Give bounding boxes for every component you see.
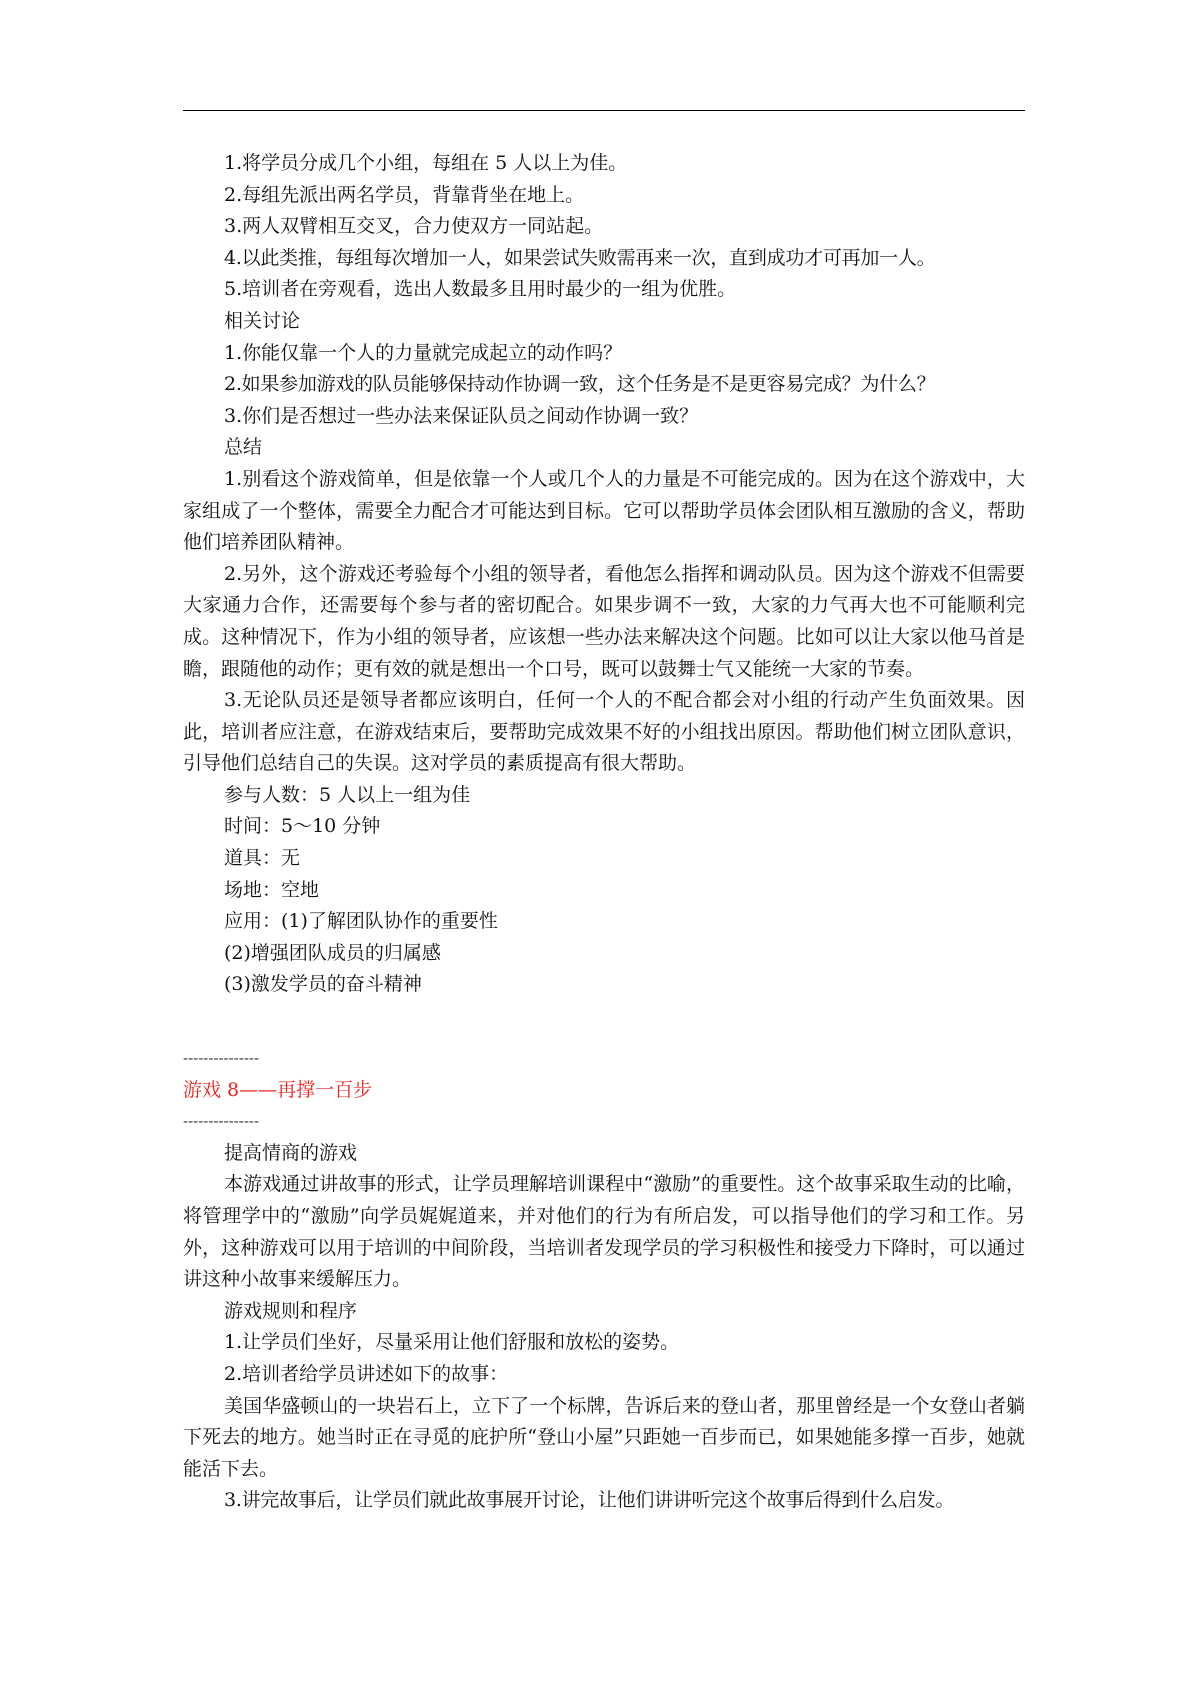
summary-heading: 总结 (224, 436, 263, 459)
application-2: (2)增强团队成员的归属感 (224, 941, 441, 964)
game-intro: 本游戏通过讲故事的形式，让学员理解培训课程中“激励”的重要性。这个故事采取生动的比喻，将管理学中的“激励”向学员娓娓道来，并对他们的行为有所启发，可以指导他们的学习和工作。另外，这种游戏可以用于培训的中间阶段，当培训者发现学员的学习积极性和接受力下降时，可以通过讲这种小故事来缓解压力。 (183, 1173, 1025, 1291)
discussion-heading: 相关讨论 (224, 309, 301, 332)
rule-1: 1.让学员们坐好，尽量采用让他们舒服和放松的姿势。 (224, 1331, 680, 1354)
section-gap (183, 1001, 1025, 1043)
discussion-1: 1.你能仅靠一个人的力量就完成起立的动作吗？ (224, 341, 623, 364)
rule-3: 3.讲完故事后，让学员们就此故事展开讨论，让他们讲讲听完这个故事后得到什么启发。 (224, 1489, 955, 1512)
step-3: 3.两人双臂相互交叉，合力使双方一同站起。 (224, 215, 604, 238)
rules-heading: 游戏规则和程序 (224, 1299, 358, 1322)
step-5: 5.培训者在旁观看，选出人数最多且用时最少的一组为优胜。 (224, 278, 737, 301)
rule-2: 2.培训者给学员讲述如下的故事： (224, 1362, 509, 1385)
separator-top: --------------- (183, 1049, 260, 1068)
discussion-3: 3.你们是否想过一些办法来保证队员之间动作协调一致？ (224, 404, 699, 427)
game-subtitle: 提高情商的游戏 (224, 1141, 358, 1164)
summary-3: 3.无论队员还是领导者都应该明白，任何一个人的不配合都会对小组的行动产生负面效果。因此，培训者应注意，在游戏结束后，要帮助完成效果不好的小组找出原因。帮助他们树立团队意识，引导他们总结自己的失误。这对学员的素质提高有很大帮助。 (183, 689, 1025, 775)
step-1: 1.将学员分成几个小组，每组在 5 人以上为佳。 (224, 152, 628, 174)
game-title: 游戏 8——再撑一百步 (183, 1078, 373, 1101)
step-4: 4.以此类推，每组每次增加一人，如果尝试失败需再来一次，直到成功才可再加一人。 (224, 246, 936, 269)
summary-2: 2.另外，这个游戏还考验每个小组的领导者，看他怎么指挥和调动队员。因为这个游戏不但需要大家通力合作，还需要每个参与者的密切配合。如果步调不一致，大家的力气再大也不可能顺利完成。这种情况下，作为小组的领导者，应该想一些办法来解决这个问题。比如可以让大家以他马首是瞻，跟随他的动作；更有效的就是想出一个口号，既可以鼓舞士气又能统一大家的节奏。 (183, 562, 1025, 680)
separator-bottom: --------------- (183, 1112, 260, 1131)
props: 道具：无 (224, 847, 301, 870)
header-rule (183, 110, 1025, 111)
discussion-2: 2.如果参加游戏的队员能够保持动作协调一致，这个任务是不是更容易完成？为什么？ (224, 373, 936, 396)
participants: 参与人数：5 人以上一组为佳 (224, 783, 471, 806)
step-2: 2.每组先派出两名学员，背靠背坐在地上。 (224, 183, 585, 206)
story: 美国华盛顿山的一块岩石上，立下了一个标牌，告诉后来的登山者，那里曾经是一个女登山者躺下死去的地方。她当时正在寻觅的庇护所“登山小屋”只距她一百步而已，如果她能多撑一百步，她就能活下去。 (183, 1394, 1025, 1480)
venue: 场地：空地 (224, 878, 320, 901)
page-content (183, 148, 1025, 1517)
application-1: 应用：(1)了解团队协作的重要性 (224, 910, 498, 933)
application-3: (3)激发学员的奋斗精神 (224, 973, 422, 996)
summary-1: 1.别看这个游戏简单，但是依靠一个人或几个人的力量是不可能完成的。因为在这个游戏中，大家组成了一个整体，需要全力配合才可能达到目标。它可以帮助学员体会团队相互激励的含义，帮助他们培养团队精神。 (183, 467, 1025, 554)
time: 时间：5～10 分钟 (224, 815, 381, 838)
